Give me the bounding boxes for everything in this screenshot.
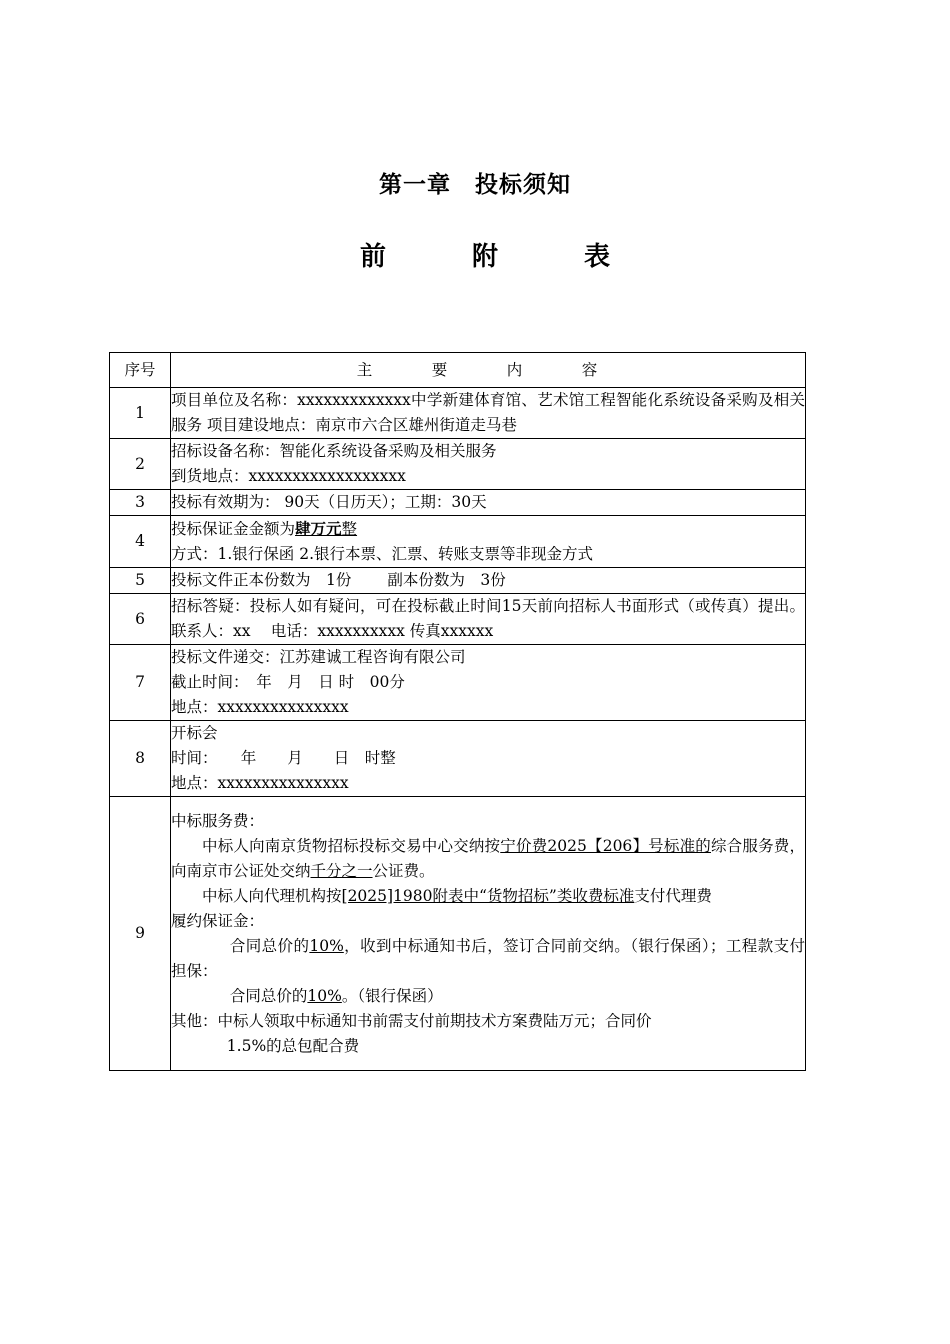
row-num: 5 <box>110 568 171 594</box>
table-row <box>110 594 806 645</box>
bid-opening-time: 时间： 年 月 日 时整 <box>171 749 396 767</box>
row-content <box>171 594 806 645</box>
equipment-name: 招标设备名称：智能化系统设备采购及相关服务 <box>171 442 497 460</box>
service-fee-para-1: 中标人向南京货物招标投标交易中心交纳按宁价费2025【206】号标准的综合服务费，向南京市公证处交纳千分之一公证费。 <box>171 836 805 880</box>
payment-guarantee-para: 合同总价的10%。（银行保函） <box>229 986 443 1005</box>
copies-count <box>171 568 805 593</box>
deadline: 截止时间： 年 月 日 时 00分 <box>171 673 405 691</box>
row-num: 7 <box>110 645 171 721</box>
row-num: 6 <box>110 594 171 645</box>
original-copies: 投标文件正本份数为 1份 <box>171 571 352 589</box>
bid-opening-title: 开标会 <box>171 724 218 742</box>
clarification-text: 招标答疑：投标人如有疑问，可在投标截止时间15天前向招标人书面形式（或传真）提出。 联系人：xx 电话：xxxxxxxxxx 传真xxxxxx <box>171 597 805 640</box>
project-unit-text: 项目单位及名称：xxxxxxxxxxxxx中学新建体育馆、艺术馆工程智能化系统设备采购及相关服务 项目建设地点：南京市六合区雄州街道走马巷 <box>171 391 805 434</box>
table-row <box>110 516 806 568</box>
delivery-location: 到货地点：xxxxxxxxxxxxxxxxxx <box>171 467 406 485</box>
row-content <box>171 439 806 490</box>
table-row <box>110 645 806 721</box>
submission-location: 地点：xxxxxxxxxxxxxxx <box>171 698 349 716</box>
bond-prefix: 投标保证金金额为 <box>171 520 296 538</box>
row-num: 8 <box>110 721 171 797</box>
bid-opening-location: 地点：xxxxxxxxxxxxxxx <box>171 774 349 792</box>
other-terms: 其他：中标人领取中标通知书前需支付前期技术方案费陆万元；合同价 1.5%的总包配合费 <box>171 1011 652 1055</box>
service-fee-title: 中标服务费： <box>171 811 265 830</box>
bond-amount: 肆万元 <box>295 519 342 538</box>
table-row <box>110 797 806 1071</box>
performance-bond-para: 合同总价的10%，收到中标通知书后，签订合同前交纳。（银行保函）；工程款支付担保： <box>171 936 805 980</box>
notary-rate: 千分之一 <box>310 861 373 880</box>
table-row <box>110 721 806 797</box>
guarantee-rate: 10% <box>307 986 342 1005</box>
row-num: 1 <box>110 388 171 439</box>
row-content <box>171 568 806 594</box>
agency-fee-standard: [2025]1980附表中“货物招标”类收费标准 <box>341 886 635 905</box>
submission-agency: 投标文件递交：江苏建诚工程咨询有限公司 <box>171 648 466 666</box>
bond-rate: 10% <box>309 936 344 955</box>
header-num: 序号 <box>110 353 171 388</box>
header-content: 主 要 内 容 <box>171 353 806 388</box>
performance-bond-title: 履约保证金： <box>171 911 265 930</box>
row-content <box>171 645 806 721</box>
row-num: 3 <box>110 490 171 516</box>
table-row <box>110 439 806 490</box>
appendix-title: 前 附 表 <box>359 242 640 272</box>
service-fee-para-2: 中标人向代理机构按[2025]1980附表中“货物招标”类收费标准支付代理费 <box>202 886 712 905</box>
fee-standard: 宁价费2025【206】号标准的 <box>500 836 711 855</box>
bid-info-table <box>109 352 806 1071</box>
table-row <box>110 490 806 516</box>
table-row <box>110 568 806 594</box>
bond-method: 方式：1.银行保函 2.银行本票、汇票、转账支票等非现金方式 <box>171 545 594 563</box>
row-num: 4 <box>110 516 171 568</box>
table-row <box>110 388 806 439</box>
chapter-title: 第一章 投标须知 <box>379 172 571 198</box>
row-num: 2 <box>110 439 171 490</box>
duplicate-copies: 副本份数为 3份 <box>387 571 506 589</box>
validity-period: 投标有效期为： 90天（日历天）；工期：30天 <box>171 493 487 511</box>
bid-bond-amount <box>171 516 805 542</box>
row-content <box>171 516 806 568</box>
row-content <box>171 721 806 797</box>
row-content <box>171 388 806 439</box>
row-content <box>171 490 806 516</box>
row-content <box>171 797 806 1071</box>
bond-suffix: 整 <box>341 520 358 538</box>
table-header-row <box>110 353 806 388</box>
row-num: 9 <box>110 797 171 1071</box>
